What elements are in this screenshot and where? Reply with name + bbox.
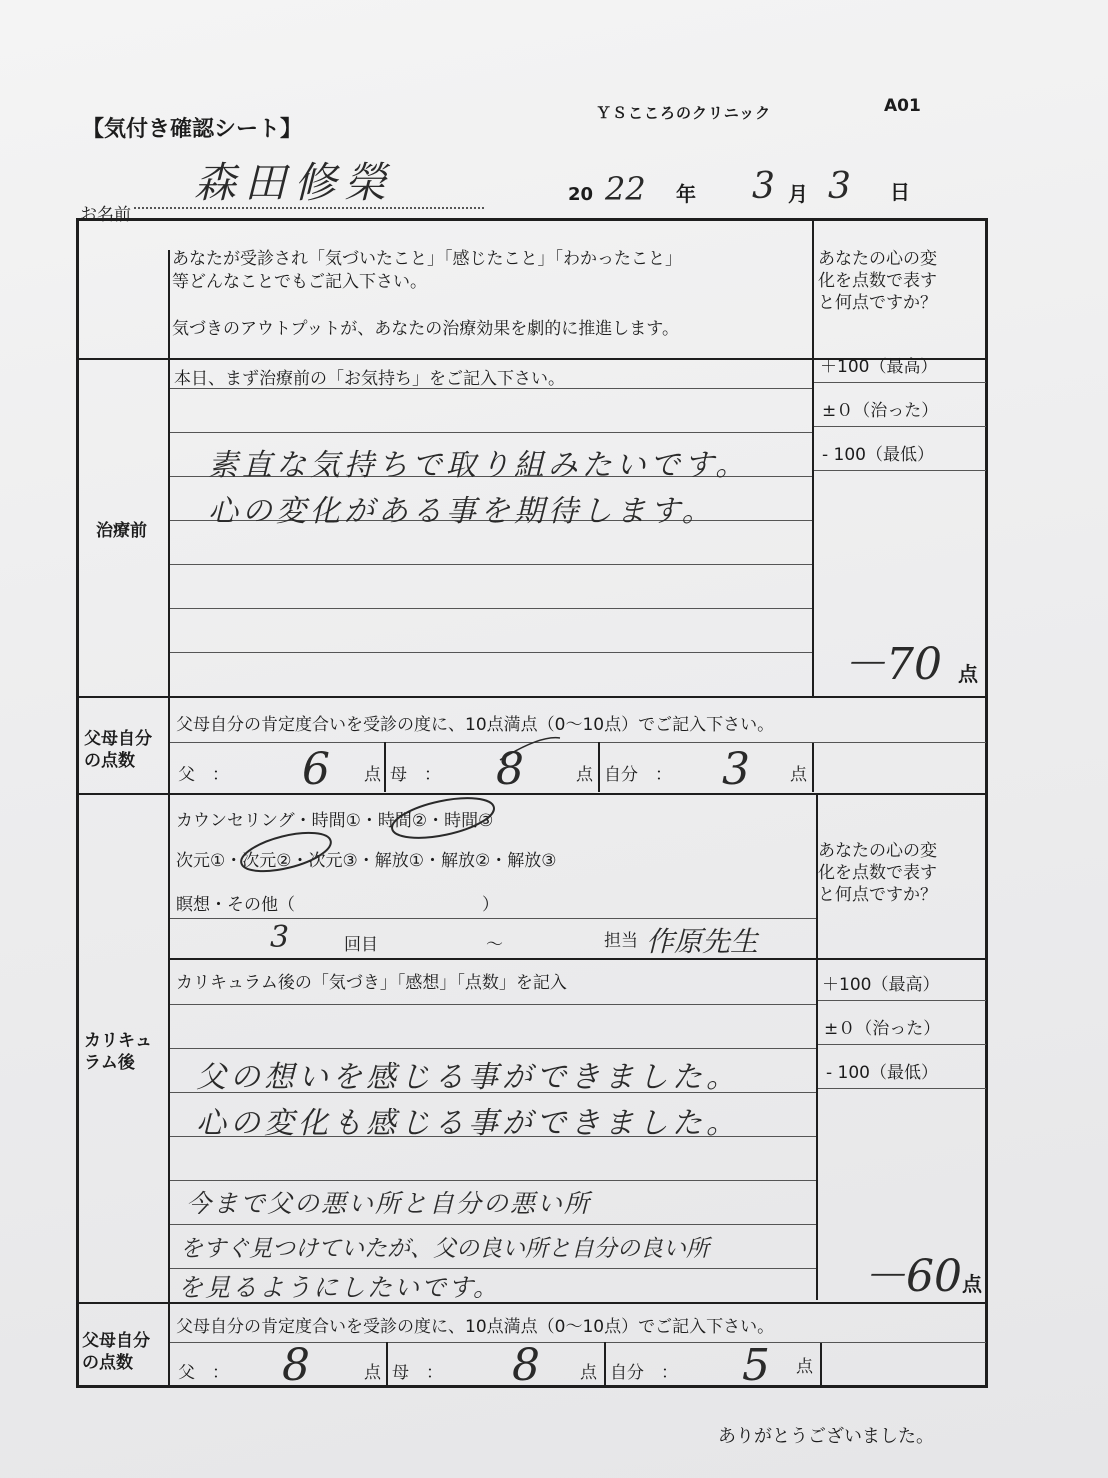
parents2-side-label (82, 1330, 150, 1374)
curriculum-side-label-1: カリキュ (84, 1031, 152, 1051)
staff-label: 担当 (604, 931, 638, 951)
curriculum-score-value[interactable]: －60 (862, 1251, 962, 1302)
parents2-prompt: 父母自分の肯定度合いを受診の度に、10点満点（0〜10点）でご記入下さい。 (176, 1317, 775, 1337)
ruled-line (170, 1224, 816, 1225)
before-prompt: 本日、まず治療前の「お気持ち」をご記入下さい。 (174, 369, 565, 389)
score-question-line-3: と何点ですか？ (818, 885, 937, 905)
before-score-value[interactable]: －70 (842, 639, 942, 690)
ruled-line (170, 1048, 816, 1049)
parents2-self-unit: 点 (796, 1357, 813, 1377)
selected-option-circle (237, 825, 334, 878)
parents1-mother-value[interactable]: 8 (496, 744, 524, 795)
date-month-unit: 月 (788, 182, 808, 206)
scale-low: - 100（最低） (822, 445, 934, 465)
staff-field[interactable]: 作原先生 (646, 925, 759, 958)
pen-stroke (500, 738, 560, 760)
scale-mid: ±０（治った） (822, 401, 939, 421)
score-question-line-3: と何点ですか？ (818, 293, 937, 313)
curriculum-score-unit: 点 (962, 1272, 982, 1296)
curriculum-options-3: 瞑想・その他（ ） (176, 895, 499, 915)
parents2-mother-unit: 点 (580, 1363, 597, 1383)
parents1-mother-unit: 点 (576, 765, 593, 785)
sheet-title: 【気付き確認シート】 (82, 117, 303, 142)
curriculum-handwritten-4[interactable]: をすぐ見つけていたが、父の良い所と自分の良い所 (180, 1236, 709, 1262)
parents1-self-label: 自分 ： (604, 765, 672, 785)
thanks-text: ありがとうございました。 (718, 1426, 934, 1447)
score-question-line-2: 化を点数で表す (818, 863, 937, 883)
session-count-field[interactable]: 3 (270, 920, 290, 955)
divider-curriculum (78, 1302, 986, 1304)
clinic-name: ＹＳこころのクリニック (596, 104, 772, 122)
date-day-field[interactable]: 3 (828, 166, 851, 207)
parents2-cell-divider (386, 1342, 388, 1386)
scale-high-2: ＋100（最高） (822, 975, 940, 995)
parents2-father-label: 父 ： (178, 1363, 229, 1383)
parents1-father-unit: 点 (364, 765, 381, 785)
score-question-line-2: 化を点数で表す (818, 271, 937, 291)
date-day-unit: 日 (890, 180, 910, 204)
scale-mid-2: ±０（治った） (824, 1019, 941, 1039)
parents1-self-value[interactable]: 3 (722, 744, 750, 795)
curriculum-inner-line (170, 918, 816, 919)
score-question-line-1: あなたの心の変 (818, 249, 937, 269)
parents2-side-label-2: の点数 (82, 1353, 133, 1373)
before-handwritten-1[interactable]: 素直な気持ちで取り組みたいです。 (208, 448, 750, 483)
curriculum-prompt: カリキュラム後の「気づき」「感想」「点数」を記入 (176, 973, 567, 993)
parents2-self-value[interactable]: 5 (742, 1340, 770, 1391)
scale-line (818, 1088, 986, 1089)
parents1-mother-label: 母 ： (390, 765, 441, 785)
sheet-code: A01 (884, 96, 921, 116)
curriculum-handwritten-3[interactable]: 今まで父の悪い所と自分の悪い所 (186, 1189, 592, 1218)
session-label: 回目 (344, 935, 378, 955)
ruled-line (170, 1004, 816, 1005)
parents2-father-unit: 点 (364, 1363, 381, 1383)
parents2-self-label: 自分 ： (610, 1363, 678, 1383)
intro-line-1: あなたが受診され「気づいたこと」「感じたこと」「わかったこと」 (172, 249, 682, 269)
parents2-mother-value[interactable]: 8 (512, 1340, 540, 1391)
scale-low-2: - 100（最低） (826, 1063, 938, 1083)
date-prefix: 20 (568, 184, 594, 205)
session-tilde: 〜 (486, 935, 503, 955)
parents2-side-label-1: 父母自分 (82, 1331, 150, 1351)
intro-line-2: 等どんなことでもご記入下さい。 (172, 272, 427, 292)
selected-option-circle (389, 791, 498, 846)
parents2-mother-label: 母 ： (392, 1363, 443, 1383)
parents2-father-value[interactable]: 8 (282, 1340, 310, 1391)
intro-line-3: 気づきのアウトプットが、あなたの治療効果を劇的に推進します。 (172, 319, 679, 339)
curriculum-side-label-2: ラム後 (84, 1053, 135, 1073)
date-year-unit: 年 (676, 182, 696, 206)
date-year-field[interactable]: 22 (605, 170, 646, 208)
scale-line (818, 1000, 986, 1001)
date-month-field[interactable]: 3 (752, 166, 775, 207)
name-field[interactable]: 森田修榮 (194, 158, 395, 207)
parents1-prompt: 父母自分の肯定度合いを受診の度に、10点満点（0〜10点）でご記入下さい。 (176, 715, 775, 735)
before-side-label: 治療前 (96, 521, 147, 541)
curriculum-handwritten-1[interactable]: 父の想いを感じる事ができました。 (196, 1060, 740, 1095)
curriculum-side-label (84, 1030, 152, 1074)
score-question-bottom (818, 840, 937, 906)
curriculum-options-2: 次元①・次元②・次元③・解放①・解放②・解放③ (176, 851, 557, 871)
parents1-side-label-1: 父母自分 (84, 729, 152, 749)
name-label: お名前 (80, 205, 131, 225)
parents1-father-label: 父 ： (178, 765, 229, 785)
curriculum-handwritten-5[interactable]: を見るようにしたいです。 (178, 1273, 501, 1302)
before-handwritten-2[interactable]: 心の変化がある事を期待します。 (208, 494, 716, 529)
parents1-father-value[interactable]: 6 (302, 744, 330, 795)
curriculum-handwritten-2[interactable]: 心の変化も感じる事ができました。 (196, 1106, 740, 1141)
score-question-line-1: あなたの心の変 (818, 841, 937, 861)
curriculum-options-1: カウンセリング・時間①・時間②・時間③ (176, 811, 494, 831)
scale-line (818, 1044, 986, 1045)
scale-high: ＋100（最高） (820, 357, 938, 377)
before-score-unit: 点 (958, 662, 978, 686)
parents2-cell-divider (604, 1342, 606, 1386)
ruled-line (170, 1180, 816, 1181)
parents1-self-unit: 点 (790, 765, 807, 785)
divider-curriculum-header (170, 958, 986, 960)
parents1-side-label-2: の点数 (84, 751, 135, 771)
